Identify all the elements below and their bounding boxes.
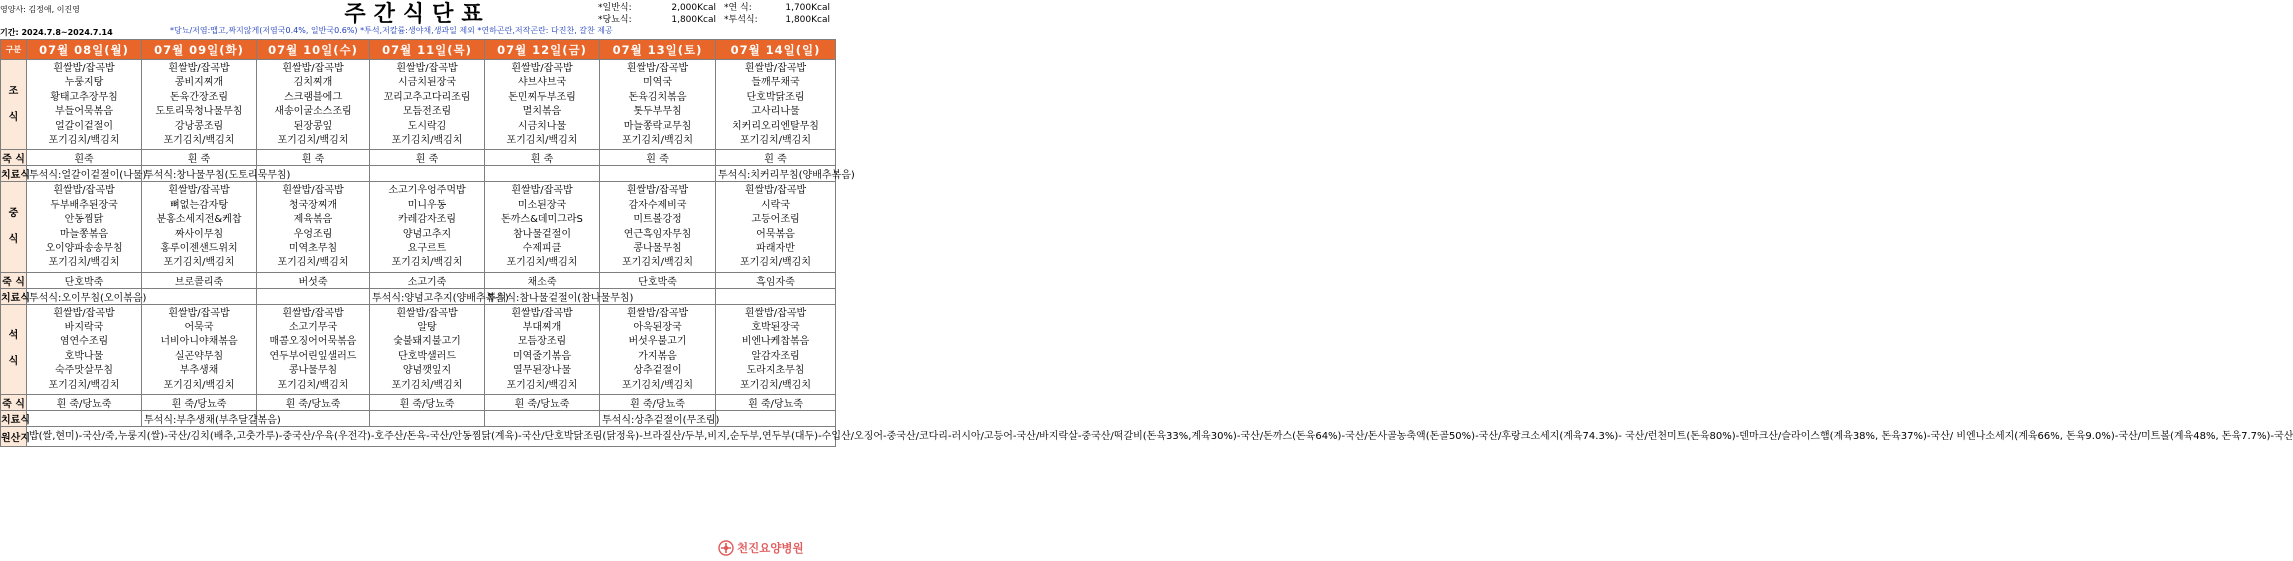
- kcal-label: *투석식:: [724, 15, 758, 25]
- kcal-label: *연 식:: [724, 3, 752, 13]
- dish-item: 미역줄기볶음: [513, 350, 571, 362]
- dish-item: 황태고추장무침: [50, 91, 118, 103]
- dish-item: 어묵국: [184, 322, 214, 334]
- dish-item: 양념깻잎지: [402, 365, 452, 377]
- dish-item: 호박된장국: [751, 322, 800, 334]
- porridge-label: 죽 식: [1, 395, 27, 411]
- therapeutic-cell: [485, 411, 600, 427]
- dish-item: 연두부어린잎샐러드: [269, 350, 357, 362]
- dish-item: 고등어조림: [751, 214, 800, 226]
- porridge-cell: 단호박죽: [27, 272, 142, 288]
- dish-item: 시금치나물: [517, 120, 567, 132]
- hospital-name: 천진요양병원: [737, 541, 804, 555]
- therapeutic-cell: [370, 411, 485, 427]
- porridge-cell: 흰 죽: [370, 150, 485, 166]
- menu-cell: [27, 182, 142, 272]
- dish-item: 버섯우불고기: [628, 336, 687, 348]
- porridge-cell: 채소죽: [485, 272, 600, 288]
- porridge-row: [1, 395, 836, 411]
- dish-item: 포기김치/백김치: [277, 379, 349, 391]
- meal-label: [1, 60, 27, 150]
- menu-cell: [485, 182, 600, 272]
- dish-item: 포기김치/백김치: [622, 379, 693, 391]
- dish-item: 포기김치/백김치: [163, 379, 235, 391]
- dish-item: 흰쌀밥/잡곡밥: [626, 185, 689, 197]
- day-header: 07월 12일(금): [485, 40, 600, 60]
- menu-cell: [716, 304, 836, 394]
- therapeutic-cell: 투석식:상추겉절이(무조림): [600, 411, 716, 427]
- dish-item: 감자수제비국: [628, 199, 687, 211]
- dish-item: 시락국: [761, 199, 790, 211]
- menu-cell: [257, 304, 370, 394]
- dish-item: 미소된장국: [517, 199, 567, 211]
- dish-item: 치커리오리엔탈무침: [732, 120, 819, 132]
- therapeutic-cell: 투석식:얼갈이겉절이(나물): [27, 166, 142, 182]
- dish-item: 어묵볶음: [756, 228, 795, 240]
- dish-item: 미트볼강정: [633, 214, 682, 226]
- day-header: 07월 08일(월): [27, 40, 142, 60]
- dish-item: 도토리묵청나물무침: [155, 106, 243, 118]
- dish-item: 두부배추된장국: [50, 199, 118, 211]
- diet-note: *당뇨/저염:맵고,짜지않게(저염국0.4%, 일반국0.6%) *투석,저칼륨:생야채,생과일 제외 *연하곤란,저작곤란: 다진찬, 갈찬 제공: [170, 26, 613, 35]
- therapeutic-row: [1, 411, 836, 427]
- meal-row: [1, 304, 836, 394]
- dish-item: 톳두부무침: [633, 106, 682, 118]
- kcal-label: *일반식:: [598, 3, 632, 13]
- dish-item: 염연수조림: [59, 336, 109, 348]
- therapeutic-cell: 투석식:창나물무침(도토리묵무침): [142, 166, 257, 182]
- dish-item: 스크램블에그: [284, 91, 342, 103]
- dish-item: 도시락김: [407, 120, 447, 132]
- dish-item: 김치찌개: [293, 77, 333, 89]
- porridge-cell: 흰 죽/당뇨죽: [142, 395, 257, 411]
- porridge-row: [1, 272, 836, 288]
- dish-item: 단호박닭조림: [746, 91, 805, 103]
- dish-item: 숙주맛살무침: [55, 365, 113, 377]
- dish-item: 포기김치/백김치: [622, 257, 693, 269]
- dish-item: 돈까스&데미그라S: [501, 214, 583, 226]
- dish-item: 부추생채: [179, 365, 219, 377]
- porridge-cell: 단호박죽: [600, 272, 716, 288]
- menu-cell: [257, 182, 370, 272]
- dish-item: 파래자반: [756, 242, 795, 254]
- therapeutic-cell: [370, 166, 485, 182]
- porridge-label: 죽 식: [1, 272, 27, 288]
- dish-item: 알탕: [417, 322, 437, 334]
- dish-item: 요구르트: [407, 242, 447, 254]
- day-header-row: [1, 40, 836, 60]
- dish-item: 샤브샤브국: [517, 77, 567, 89]
- dish-item: 흰쌀밥/잡곡밥: [168, 63, 230, 74]
- therapeutic-row: [1, 288, 836, 304]
- therapeutic-cell: 투석식:참나물겉절이(참나물무침): [485, 288, 600, 304]
- dish-item: 고사리나물: [751, 106, 800, 118]
- dish-item: 된장콩잎: [293, 120, 333, 132]
- dish-item: 흰쌀밥/잡곡밥: [168, 185, 230, 197]
- therapeutic-cell: 투석식:양념고추지(양배추볶음): [370, 288, 485, 304]
- dish-item: 흰쌀밥/잡곡밥: [511, 307, 573, 319]
- dish-item: 흰쌀밥/잡곡밥: [396, 63, 458, 74]
- dish-item: 흰쌀밥/잡곡밥: [511, 63, 573, 74]
- dish-item: 포기김치/백김치: [48, 257, 120, 269]
- dish-item: 마늘쫑락교무침: [623, 120, 692, 132]
- kcal-value: 1,800Kcal: [785, 15, 830, 25]
- origin-label: 원산지: [1, 427, 27, 447]
- porridge-cell: 흰 죽/당뇨죽: [27, 395, 142, 411]
- dish-item: 흰쌀밥/잡곡밥: [744, 307, 807, 319]
- dish-item: 멸치볶음: [522, 106, 562, 118]
- menu-cell: [257, 60, 370, 150]
- dish-item: 흰쌀밥/잡곡밥: [282, 185, 344, 197]
- menu-cell: [600, 304, 716, 394]
- menu-cell: [370, 60, 485, 150]
- dish-item: 미역국: [643, 77, 672, 89]
- meal-row: [1, 60, 836, 150]
- dish-item: 짜사이무침: [174, 228, 224, 240]
- dish-item: 포기김치/백김치: [277, 134, 349, 146]
- dish-item: 새송이굴소스조림: [274, 106, 352, 118]
- dish-item: 양념고추지: [402, 228, 452, 240]
- dish-item: 연근흑임자무침: [623, 228, 692, 240]
- menu-cell: [27, 60, 142, 150]
- dish-item: 포기김치/백김치: [740, 134, 811, 146]
- dish-item: 포기김치/백김치: [277, 257, 349, 269]
- porridge-row: [1, 150, 836, 166]
- dish-item: 흰쌀밥/잡곡밥: [53, 63, 115, 74]
- dish-item: 돈육김치볶음: [628, 91, 687, 103]
- weekly-menu-table: [0, 39, 2293, 447]
- dish-item: 바지락국: [64, 322, 104, 334]
- period-line: 기간: 2024.7.8~2024.7.14: [0, 28, 113, 37]
- therapeutic-cell: [485, 166, 600, 182]
- dish-item: 모듬전조림: [402, 106, 452, 118]
- porridge-cell: 브로콜리죽: [142, 272, 257, 288]
- dish-item: 포기김치/백김치: [163, 257, 235, 269]
- therapeutic-cell: [257, 288, 370, 304]
- dish-item: 포기김치/백김치: [391, 257, 463, 269]
- dish-item: 가지볶음: [638, 350, 677, 362]
- dish-item: 콩나물무침: [633, 242, 682, 254]
- dish-item: 소고기우엉주먹밥: [388, 185, 466, 197]
- dish-item: 부들어묵볶음: [55, 106, 113, 118]
- menu-cell: [142, 60, 257, 150]
- dish-item: 마늘쫑볶음: [59, 228, 109, 240]
- dish-item: 실곤약무침: [174, 350, 224, 362]
- dish-item: 숯불돼지불고기: [393, 336, 461, 348]
- meal-label-char: 조: [8, 85, 19, 97]
- therapeutic-cell: 투석식:치커리무침(양배추볶음): [716, 166, 836, 182]
- menu-cell: [142, 182, 257, 272]
- porridge-cell: 흰죽: [27, 150, 142, 166]
- dish-item: 부대찌개: [522, 322, 562, 334]
- dish-item: 콩비지찌개: [174, 77, 224, 89]
- nutritionist-line: 영양사: 김정애, 이진영: [0, 5, 80, 14]
- dish-item: 강낭콩조림: [174, 120, 224, 132]
- dish-item: 모듬장조림: [517, 336, 567, 348]
- therapeutic-cell: [716, 411, 836, 427]
- dish-item: 포기김치/백김치: [740, 379, 811, 391]
- dish-item: 누룽지탕: [64, 77, 104, 89]
- dish-item: 안동찜닭: [64, 214, 104, 226]
- dish-item: 포기김치/백김치: [48, 134, 120, 146]
- meal-label-char: 식: [8, 111, 19, 123]
- porridge-cell: 흰 죽: [600, 150, 716, 166]
- therapeutic-cell: 투석식:부추생채(부추달걀볶음): [142, 411, 257, 427]
- dish-item: 호박나물: [64, 350, 104, 362]
- menu-cell: [370, 304, 485, 394]
- porridge-cell: 흰 죽: [716, 150, 836, 166]
- menu-cell: [485, 304, 600, 394]
- dish-item: 포기김치/백김치: [506, 257, 578, 269]
- dish-item: 우엉조림: [293, 228, 333, 240]
- therapeutic-label: 치료식: [1, 166, 27, 182]
- therapeutic-row: [1, 166, 836, 182]
- therapeutic-cell: [27, 411, 142, 427]
- dish-item: 얼갈이겉절이: [55, 120, 113, 132]
- hospital-emblem-icon: [718, 540, 734, 556]
- menu-cell: [600, 60, 716, 150]
- porridge-cell: 흰 죽/당뇨죽: [600, 395, 716, 411]
- dish-item: 참나물겉절이: [513, 228, 571, 240]
- meal-row: [1, 182, 836, 272]
- dish-item: 포기김치/백김치: [740, 257, 811, 269]
- dish-item: 돈민찌두부조림: [508, 91, 576, 103]
- dish-item: 포기김치/백김치: [391, 379, 463, 391]
- dish-item: 포기김치/백김치: [163, 134, 235, 146]
- meal-label-char: 식: [8, 234, 19, 246]
- menu-cell: [716, 60, 836, 150]
- dish-item: 미니우동: [407, 199, 447, 211]
- kcal-value: 1,700Kcal: [785, 3, 830, 13]
- porridge-cell: 흰 죽: [257, 150, 370, 166]
- dish-item: 흰쌀밥/잡곡밥: [396, 307, 458, 319]
- day-header: 07월 11일(목): [370, 40, 485, 60]
- meal-label: [1, 182, 27, 272]
- hospital-logo: [718, 540, 804, 556]
- dish-item: 아욱된장국: [633, 322, 682, 334]
- dish-item: 수제피클: [522, 242, 562, 254]
- dish-item: 포기김치/백김치: [48, 379, 120, 391]
- dish-item: 상추겉절이: [633, 365, 682, 377]
- porridge-cell: 흰 죽/당뇨죽: [257, 395, 370, 411]
- meal-label-char: 석: [8, 330, 19, 342]
- page-title: 주간식단표: [344, 2, 491, 27]
- porridge-cell: 흰 죽/당뇨죽: [370, 395, 485, 411]
- dish-item: 단호박샐러드: [398, 350, 456, 362]
- porridge-cell: 흑임자죽: [716, 272, 836, 288]
- dish-item: 포기김치/백김치: [506, 379, 578, 391]
- therapeutic-label: 치료식: [1, 288, 27, 304]
- menu-cell: [142, 304, 257, 394]
- dish-item: 흰쌀밥/잡곡밥: [53, 185, 115, 197]
- dish-item: 콩나물무침: [288, 365, 338, 377]
- therapeutic-cell: [716, 288, 836, 304]
- meal-label: [1, 304, 27, 394]
- dish-item: 흰쌀밥/잡곡밥: [744, 185, 807, 197]
- dish-item: 카레감자조림: [398, 214, 456, 226]
- kcal-value: 2,000Kcal: [671, 3, 716, 13]
- corner-label: 구분: [1, 40, 27, 60]
- kcal-left: [598, 2, 716, 26]
- dish-item: 매콤오징어어묵볶음: [269, 336, 357, 348]
- origin-text: 밥(쌀,현미)-국산/죽,누룽지(쌀)-국산/김치(배추,고춧가루)-중국산/우육(우전각)-호주산/돈육-국산/안동찜닭(계육)-국산/단호박닭조림(닭정육)-브라질산/두부,비지,순두부,연두부(대두)-수입산/오징어-중국산/코다리-러시아/고등어-국산/바지락살-중국산/떡갈비(돈육33%,계육30%)-국산/돈까스(돈육64%)-국산/돈사골농축액(돈골50%)-국산/후랑크소세지(계육74.3%)- 국산/런천미트(돈육80%)-덴마크산/슬라이스햄(계육38%, 돈육37%)-국산/ 비엔나소세지(계육66%, 돈육9.0%)-국산/미트볼(계육48%, 돈육7.7%)-국산: [27, 427, 836, 447]
- dish-item: 흰쌀밥/잡곡밥: [53, 307, 115, 319]
- dish-item: 흰쌀밥/잡곡밥: [744, 63, 807, 74]
- porridge-cell: 흰 죽/당뇨죽: [716, 395, 836, 411]
- dish-item: 흰쌀밥/잡곡밥: [626, 307, 689, 319]
- day-header: 07월 10일(수): [257, 40, 370, 60]
- meal-label-char: 중: [8, 208, 19, 220]
- dish-item: 뼈없는감자탕: [170, 199, 228, 211]
- therapeutic-cell: 투석식:오이무침(오이볶음): [27, 288, 142, 304]
- dish-item: 분홍소세지전&케찹: [156, 214, 242, 226]
- porridge-cell: 흰 죽/당뇨죽: [485, 395, 600, 411]
- day-header: 07월 13일(토): [600, 40, 716, 60]
- dish-item: 너비아니야채볶음: [160, 336, 238, 348]
- dish-item: 포기김치/백김치: [506, 134, 578, 146]
- porridge-cell: 버섯죽: [257, 272, 370, 288]
- dish-item: 알감자조림: [751, 350, 800, 362]
- dish-item: 흰쌀밥/잡곡밥: [168, 307, 230, 319]
- therapeutic-label: 치료식: [1, 411, 27, 427]
- therapeutic-cell: [142, 288, 257, 304]
- dish-item: 포기김치/백김치: [391, 134, 463, 146]
- dish-item: 미역초무침: [288, 242, 338, 254]
- dish-item: 시금치된장국: [398, 77, 456, 89]
- dish-item: 포기김치/백김치: [622, 134, 693, 146]
- kcal-right: [724, 2, 830, 26]
- porridge-label: 죽 식: [1, 150, 27, 166]
- menu-cell: [716, 182, 836, 272]
- dish-item: 흰쌀밥/잡곡밥: [511, 185, 573, 197]
- kcal-value: 1,800Kcal: [671, 15, 716, 25]
- dish-item: 들깨무채국: [751, 77, 800, 89]
- dish-item: 청국장찌개: [288, 199, 338, 211]
- menu-cell: [370, 182, 485, 272]
- menu-cell: [27, 304, 142, 394]
- menu-cell: [600, 182, 716, 272]
- dish-item: 돈육간장조림: [170, 91, 228, 103]
- meal-label-char: 식: [8, 356, 19, 368]
- porridge-cell: 흰 죽: [485, 150, 600, 166]
- dish-item: 꼬리고추고다리조림: [383, 91, 471, 103]
- dish-item: 흰쌀밥/잡곡밥: [626, 63, 689, 74]
- dish-item: 소고기무국: [288, 322, 338, 334]
- dish-item: 비엔나케찹볶음: [741, 336, 810, 348]
- kcal-label: *당뇨식:: [598, 15, 632, 25]
- dish-item: 열무된장나물: [513, 365, 571, 377]
- porridge-cell: 흰 죽: [142, 150, 257, 166]
- porridge-cell: 소고기죽: [370, 272, 485, 288]
- dish-item: 오이양파송송무침: [45, 242, 123, 254]
- dish-item: 도라지초무침: [746, 365, 805, 377]
- day-header: 07월 14일(일): [716, 40, 836, 60]
- dish-item: 제육볶음: [293, 214, 333, 226]
- dish-item: 흰쌀밥/잡곡밥: [282, 63, 344, 74]
- day-header: 07월 09일(화): [142, 40, 257, 60]
- menu-cell: [485, 60, 600, 150]
- dish-item: 흰쌀밥/잡곡밥: [282, 307, 344, 319]
- origin-row: [1, 427, 836, 447]
- dish-item: 홍루이젠샌드위치: [160, 242, 238, 254]
- therapeutic-cell: [600, 166, 716, 182]
